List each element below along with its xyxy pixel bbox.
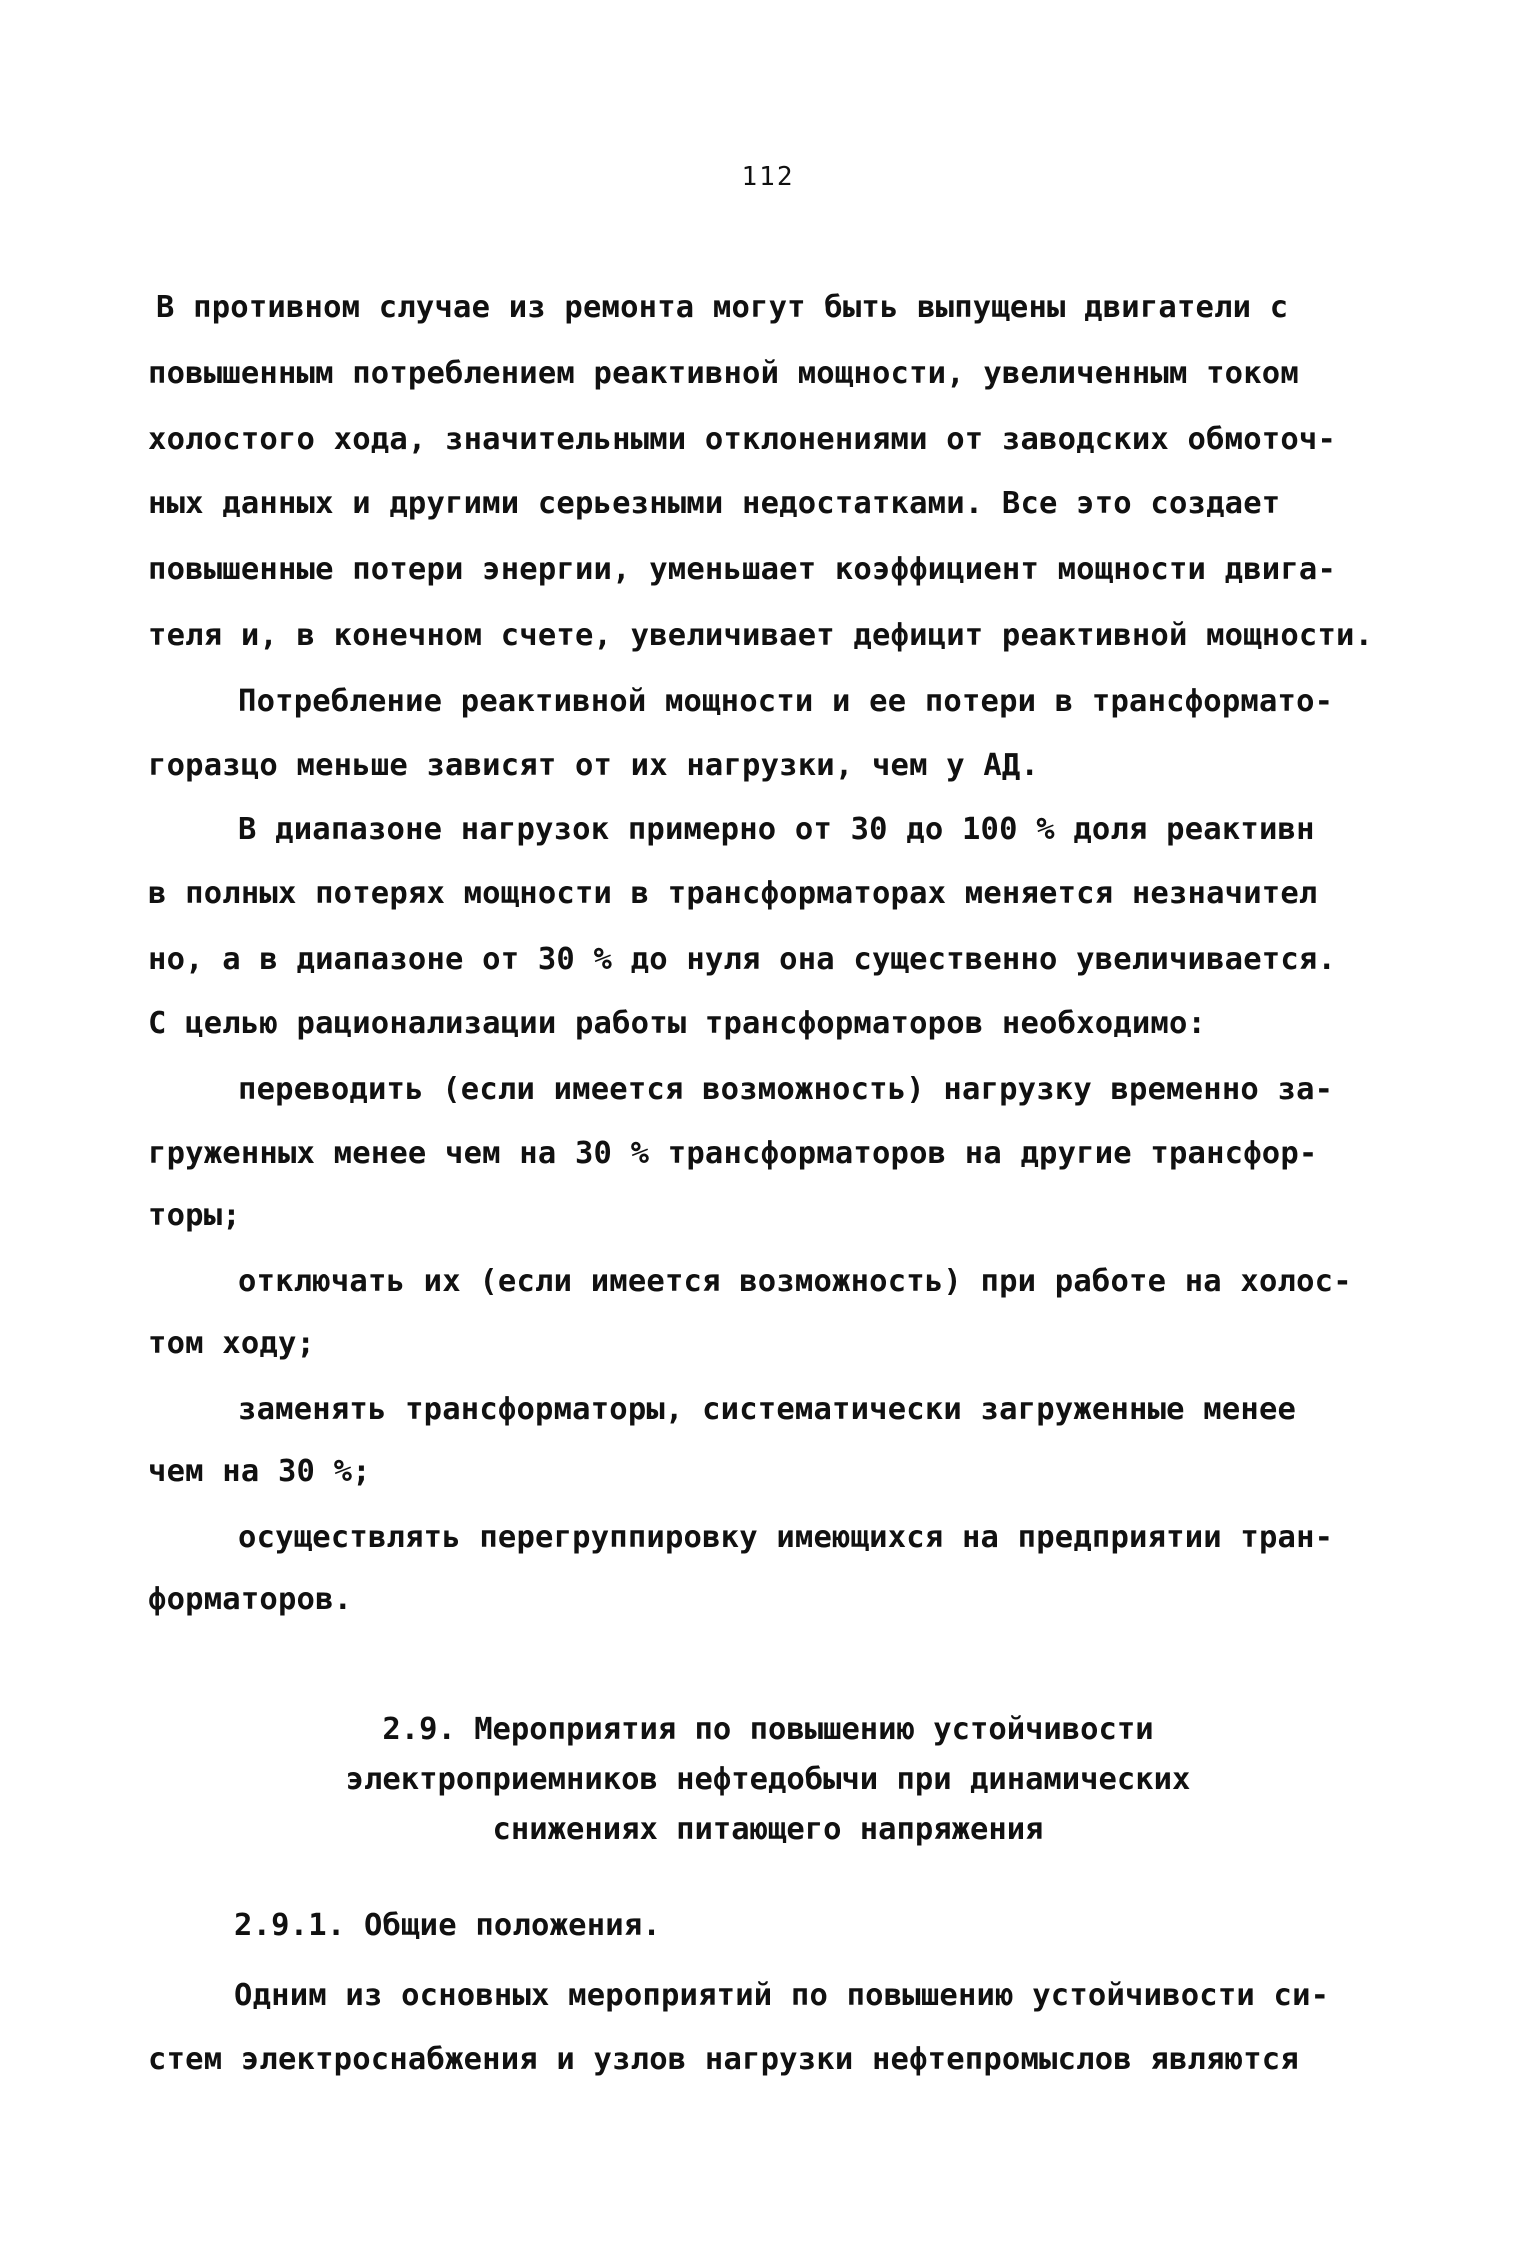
text-line: повышенным потреблением реактивной мощности, увеличенным током [148,356,1299,391]
text-line: торы; [148,1198,241,1233]
text-line: чем на 30 %; [148,1454,371,1489]
text-line: том ходу; [148,1326,316,1361]
text-line: горазцо меньше зависят от их нагрузки, чем у АД. [148,748,1040,783]
section-heading-line: 2.9. Мероприятия по повышению устойчивости [382,1712,1154,1747]
text-line: С целью рационализации работы трансформаторов необходимо: [148,1006,1207,1041]
page-number: 112 [741,162,795,192]
subsection-title: 2.9.1. Общие положения. [234,1908,661,1943]
text-line: холостого хода, значительными отклонениями от заводских обмоточ- [148,422,1337,457]
text-line: но, а в диапазоне от 30 % до нуля она существенно увеличивается. [148,942,1337,977]
section-heading-line: электроприемников нефтедобычи при динамических [345,1762,1191,1797]
section-heading-line: снижениях питающего напряжения [492,1812,1044,1847]
text-line: стем электроснабжения и узлов нагрузки нефтепромыслов являются [148,2042,1299,2077]
text-line: в полных потерях мощности в трансформаторах меняется незначител [148,876,1318,911]
text-line: груженных менее чем на 30 % трансформаторов на другие трансфор- [148,1136,1318,1171]
text-line: отключать их (если имеется возможность) при работе на холос- [238,1264,1352,1299]
text-line: форматоров. [148,1582,353,1617]
text-line: В противном случае из ремонта могут быть выпущены двигатели с [156,290,1289,325]
text-line: В диапазоне нагрузок примерно от 30 до 100 % доля реактивн [238,812,1315,847]
text-line: теля и, в конечном счете, увеличивает дефицит реактивной мощности. [148,618,1374,653]
text-line: ных данных и другими серьезными недостатками. Все это создает [148,486,1281,521]
text-line: повышенные потери энергии, уменьшает коэффициент мощности двига- [148,552,1337,587]
text-line: Одним из основных мероприятий по повышению устойчивости си- [234,1978,1330,2013]
text-line: заменять трансформаторы, систематически загруженные менее [238,1392,1297,1427]
text-line: Потребление реактивной мощности и ее потери в трансформато- [238,684,1334,719]
text-line: осуществлять перегруппировку имеющихся на предприятии тран- [238,1520,1334,1555]
text-line: переводить (если имеется возможность) нагрузку временно за- [238,1072,1334,1107]
